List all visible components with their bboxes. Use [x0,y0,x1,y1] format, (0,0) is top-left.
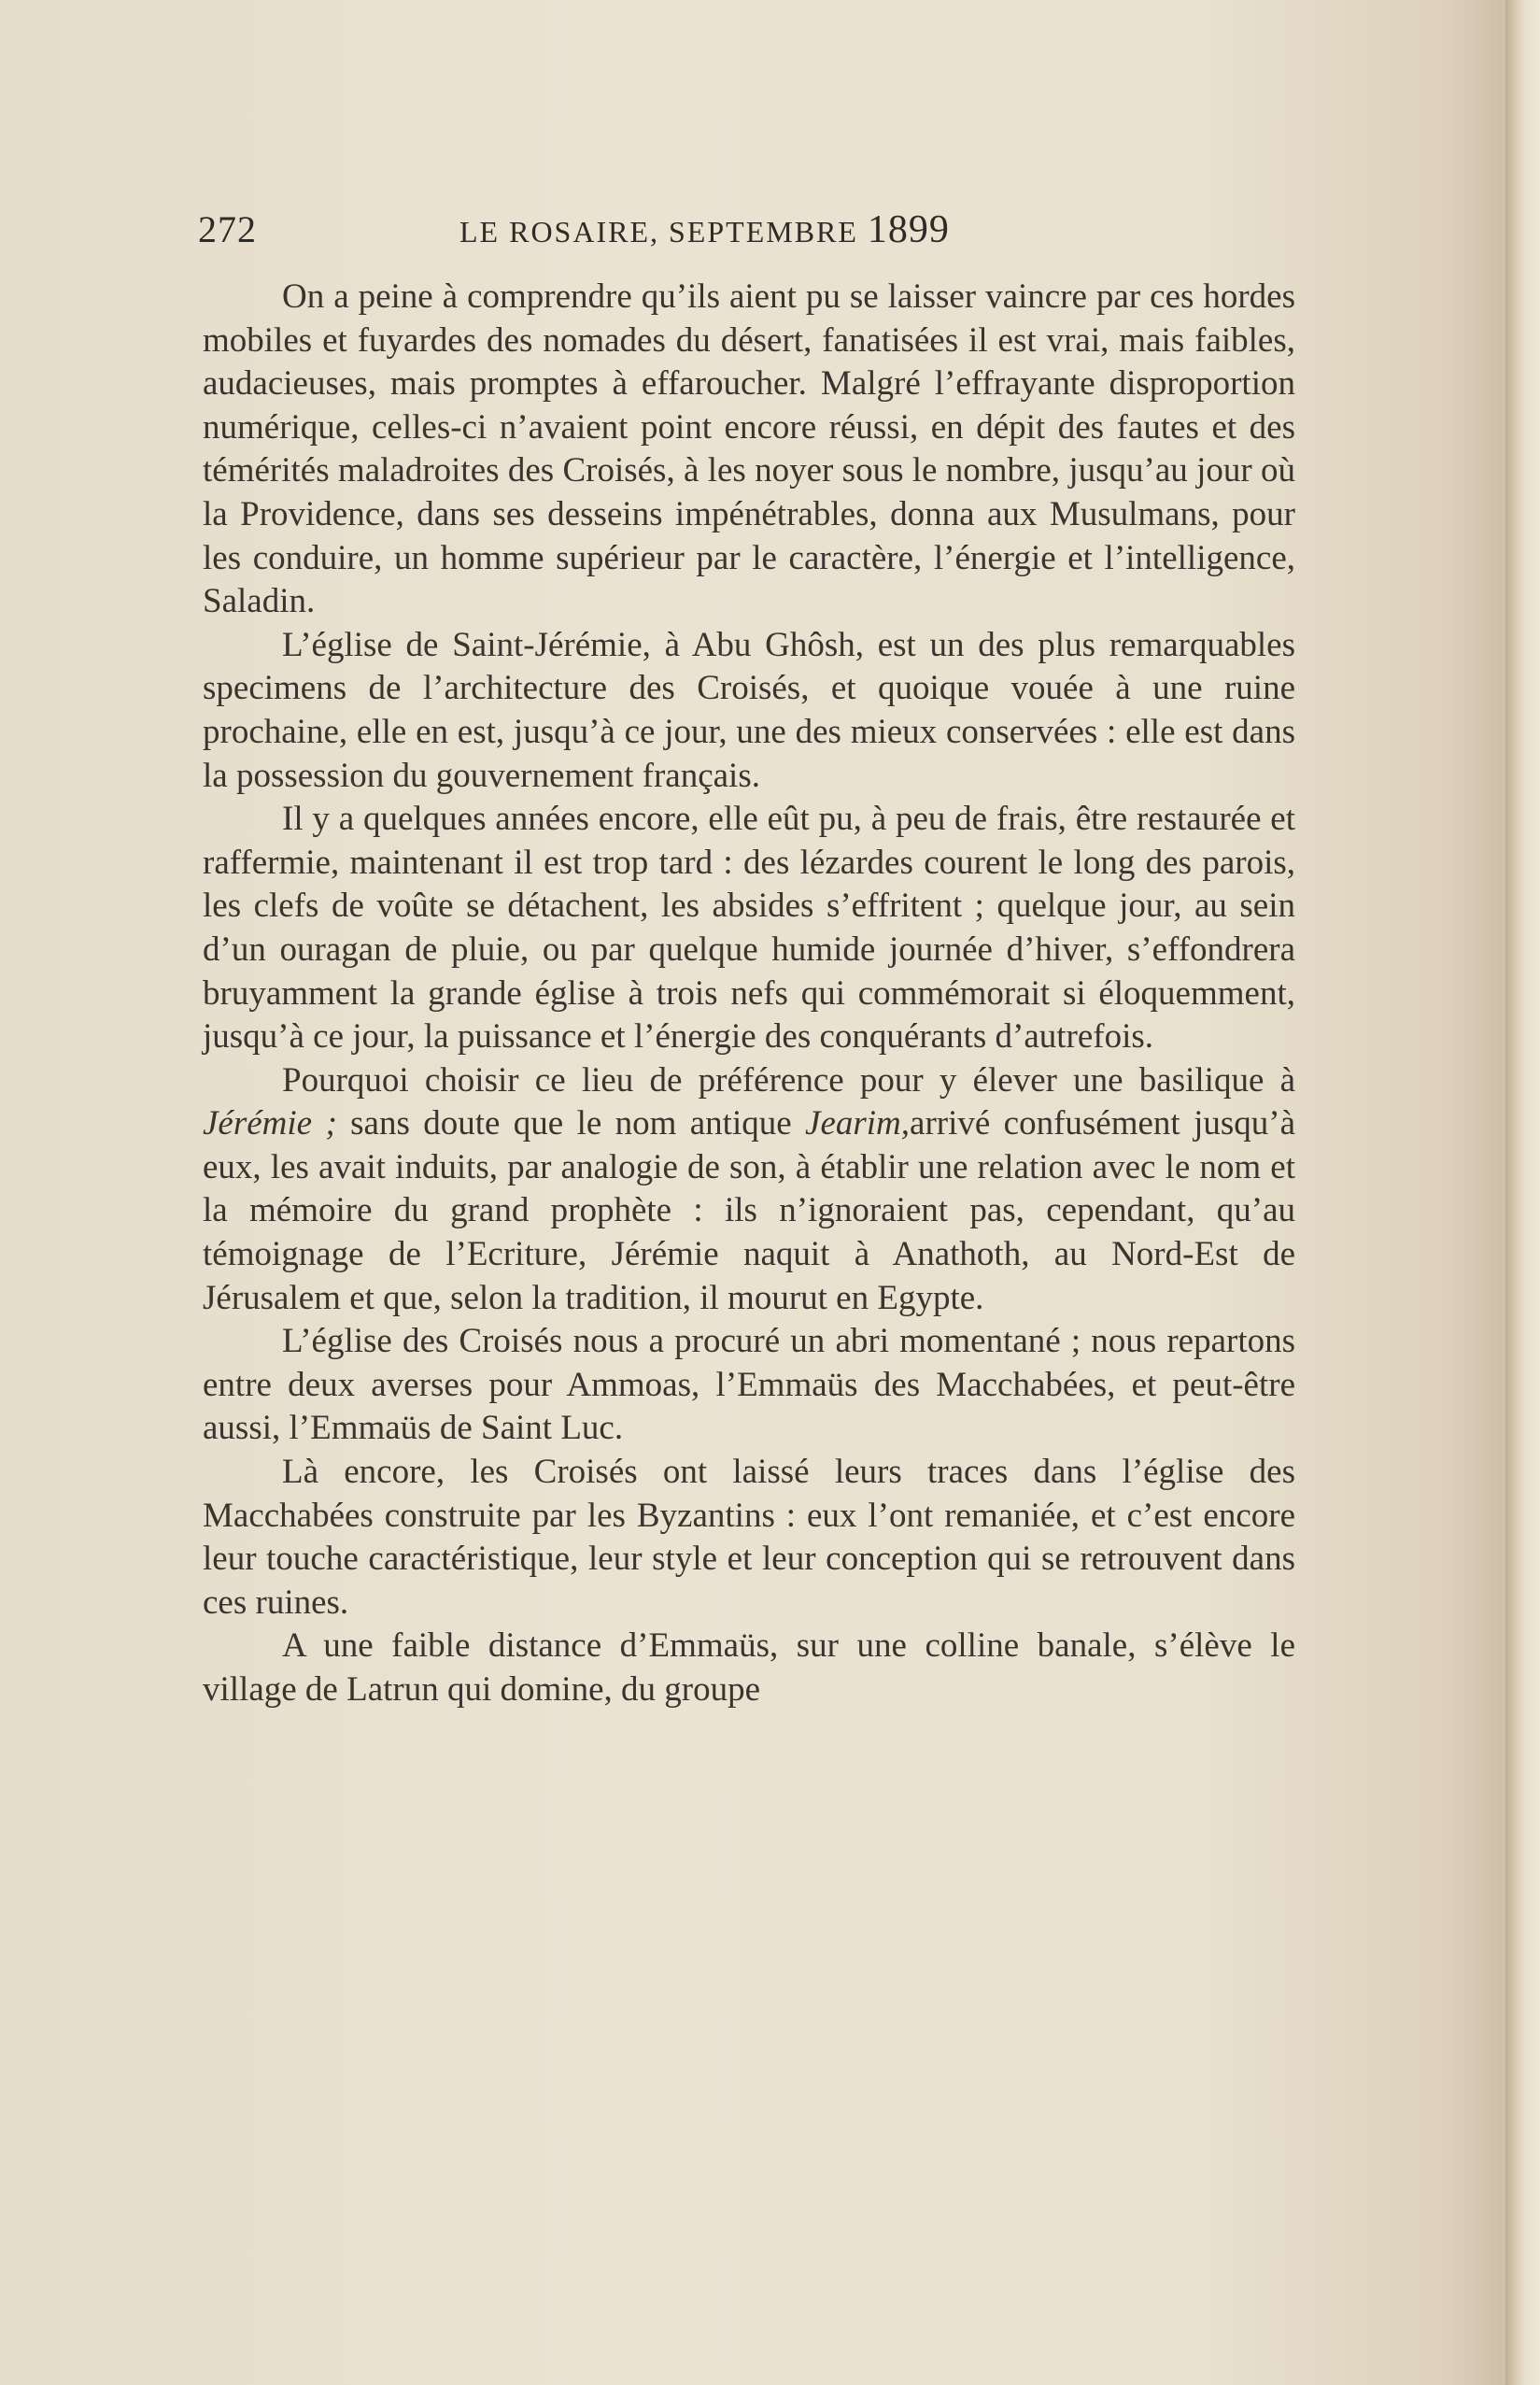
paragraph-basilique [203,1059,1295,1321]
running-title [459,207,950,254]
italic-jearim: Jearim, [805,1104,911,1143]
paragraph-basilique-part2: sans doute que le nom antique [336,1104,806,1143]
body-text [203,276,1295,1712]
paragraph-restauration: Il y a quelques années encore, elle eût pu, à peu de frais, être restaurée et raffermie, maintenant il est trop tard : des lézardes courent le long des parois, les clefs de voûte se détachent, les absides s’effritent ; quelque jour, au sein d’un ouragan de pluie, ou par quelque humide journée d’hiver, s’effondrera bruyamment la grande église à trois nefs qui commémorait si éloquemment, jusqu’à ce jour, la puissance et l’énergie des conquérants d’autrefois. [203,800,1295,1057]
paragraph-saladin: On a peine à comprendre qu’ils aient pu se laisser vaincre par ces hordes mobiles et fuyardes des nomades du désert, fanatisées il est vrai, mais faibles, audacieuses, mais promptes à effaroucher. Malgré l’effrayante disproportion numérique, celles-ci n’avaient point encore réussi, en dépit des fautes et des témérités maladroites des Croisés, à les noyer sous le nombre, jusqu’au jour où la Providence, dans ses desseins impénétrables, donna aux Musulmans, pour les conduire, un homme supérieur par le caractère, l’énergie et l’intelligence, Saladin. [203,277,1295,621]
page-number: 272 [198,208,257,250]
running-head [198,207,1295,263]
running-title-year: 1899 [867,208,950,251]
paragraph-latrun: A une faible distance d’Emmaüs, sur une colline banale, s’élève le village de Latrun qui domine, du groupe [203,1626,1295,1709]
paragraph-macchabees: Là encore, les Croisés ont laissé leurs traces dans l’église des Macchabées construite par les Byzantins : eux l’ont remaniée, et c’est encore leur touche caractéristique, leur style et leur conception qui se retrouvent dans ces ruines. [203,1453,1295,1622]
paragraph-basilique-part1: Pourquoi choisir ce lieu de préférence pour y élever une basilique à [282,1060,1295,1100]
paragraph-ammoas: L’église des Croisés nous a procuré un abri momentané ; nous repartons entre deux averses pour Ammoas, l’Emmaüs des Macchabées, et peut-être aussi, l’Emmaüs de Saint Luc. [203,1322,1295,1448]
paragraph-saint-jeremie: L’église de Saint-Jérémie, à Abu Ghôsh, est un des plus remarquables specimens de l’architecture des Croisés, et quoique vouée à une ruine prochaine, elle en est, jusqu’à ce jour, une des mieux conservées : elle est dans la possession du gouvernement français. [203,625,1295,795]
page-edge [1505,0,1540,2385]
paragraph-basilique-part3: arrivé confusément jusqu’à eux, les avait induits, par analogie de son, à établir une relation avec le nom et la mémoire du grand prophète : ils n’ignoraient pas, cependant, qu’au témoignage de l’Ecriture, Jérémie naquit à Anathoth, au Nord-Est de Jérusalem et que, selon la tradition, il mourut en Egypte. [203,1104,1295,1317]
italic-jeremie: Jérémie ; [203,1104,337,1143]
running-title-text: LE ROSAIRE, SEPTEMBRE [459,215,868,248]
